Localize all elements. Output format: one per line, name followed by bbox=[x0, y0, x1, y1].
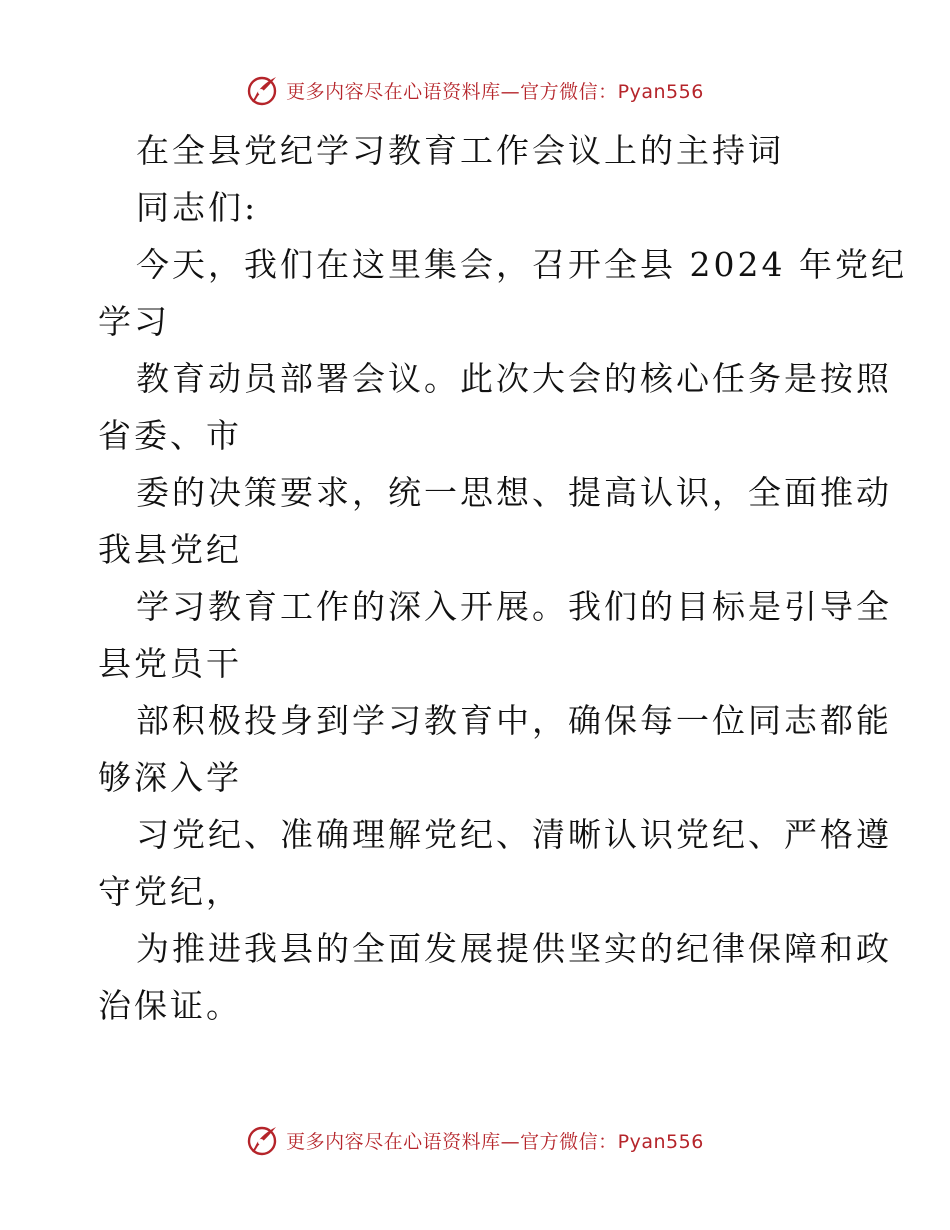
watermark-text: 更多内容尽在心语资料库—官方微信：Pyan556 bbox=[286, 80, 704, 103]
text-line: 教育动员部署会议。此次大会的核心任务是按照 bbox=[136, 359, 892, 398]
text-line: 为推进我县的全面发展提供坚实的纪律保障和政 bbox=[136, 929, 892, 968]
text-line: 够深入学 bbox=[98, 758, 242, 797]
text-line: 我县党纪 bbox=[98, 530, 242, 569]
text-line: 县党员干 bbox=[98, 644, 242, 683]
text-line: 守党纪， bbox=[98, 872, 242, 911]
document-body bbox=[98, 122, 907, 1034]
text-line: 委的决策要求，统一思想、提高认识，全面推动 bbox=[136, 473, 892, 512]
watermark-text: 更多内容尽在心语资料库—官方微信：Pyan556 bbox=[286, 1130, 704, 1153]
text-line: 今天，我们在这里集会，召开全县 2024 年党纪 bbox=[136, 245, 907, 284]
text-line: 习党纪、准确理解党纪、清晰认识党纪、严格遵 bbox=[136, 815, 892, 854]
text-line: 同志们: bbox=[136, 188, 259, 227]
footer-watermark bbox=[0, 1120, 950, 1160]
quill-logo-icon bbox=[246, 73, 280, 107]
text-line: 部积极投身到学习教育中，确保每一位同志都能 bbox=[136, 701, 892, 740]
text-line: 省委、市 bbox=[98, 416, 242, 455]
text-line: 学习 bbox=[98, 302, 170, 341]
header-watermark bbox=[0, 70, 950, 110]
text-line: 治保证。 bbox=[98, 986, 242, 1025]
quill-logo-icon bbox=[246, 1123, 280, 1157]
document-title: 在全县党纪学习教育工作会议上的主持词 bbox=[136, 131, 784, 170]
text-line: 学习教育工作的深入开展。我们的目标是引导全 bbox=[136, 587, 892, 626]
